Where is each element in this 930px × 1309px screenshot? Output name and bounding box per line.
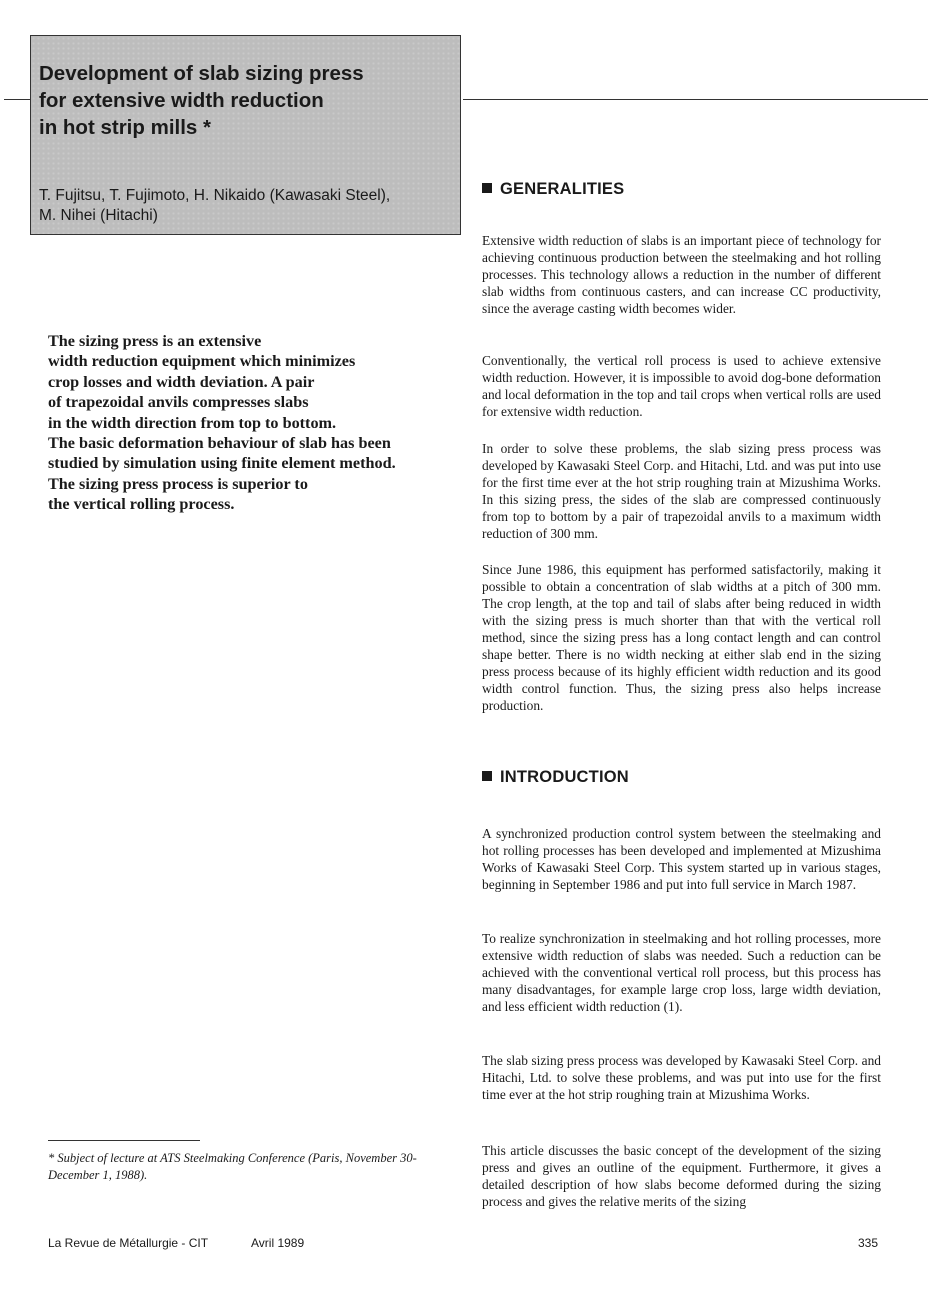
generalities-paragraph-4: Since June 1986, this equipment has performed satisfactorily, making it possible to obtain a concentration of slab widths at a pitch of 300 mm. The crop length, at the top and tail of slabs after being reduced in width with the sizing press is much shorter than that with the vertical roll method, since the sizing press has a long contact length and can control shape better. There is no width necking at either slab end in the sizing press process because of its highly efficient width reduction and its good width control function. Thus, the sizing press also helps increase production. (482, 562, 881, 713)
header-rule-right (463, 99, 928, 100)
header-rule-left (4, 99, 32, 100)
generalities-paragraph-3: In order to solve these problems, the slab sizing press process was developed by Kawasaki Steel Corp. and Hitachi, Ltd. and was put into use for the first time ever at the hot strip roughing train at Mizushima Works. In this sizing press, the sides of the slab are compressed continuously from top to bottom by a pair of trapezoidal anvils to a maximum width reduction of 300 mm. (482, 441, 881, 541)
journal-name: La Revue de Métallurgie - CIT (48, 1236, 209, 1250)
heading-introduction (482, 768, 629, 787)
footnote: * Subject of lecture at ATS Steelmaking Conference (Paris, November 30-December 1, 1988). (48, 1151, 417, 1182)
article-title: Development of slab sizing press for extensive width reduction in hot strip mills * (39, 62, 364, 139)
title-box (30, 35, 461, 235)
generalities-paragraph-1: Extensive width reduction of slabs is an important piece of technology for achieving continuous production between the steelmaking and hot rolling processes. This technology allows a reduction in the number of different slab widths from continuous casters, and can increase CC productivity, since the average casting width becomes wider. (482, 233, 881, 316)
generalities-paragraph-2: Conventionally, the vertical roll process is used to achieve extensive width reduction. However, it is impossible to avoid dog-bone deformation and local deformation in the top and tail crops when vertical rolls are used for extensive width reduction. (482, 353, 881, 419)
introduction-paragraph-4: This article discusses the basic concept of the development of the sizing press and gives an outline of the equipment. Furthermore, it gives a detailed description of how slabs become deformed during the sizing process and gives the relative merits of the sizing (482, 1143, 881, 1209)
footnote-rule (48, 1140, 200, 1141)
introduction-paragraph-3: The slab sizing press process was developed by Kawasaki Steel Corp. and Hitachi, Ltd. to solve these problems, and was put into use for the first time ever at the hot strip roughing train at Mizushima Works. (482, 1053, 881, 1102)
issue-date: Avril 1989 (251, 1236, 305, 1250)
page-number: 335 (858, 1236, 879, 1250)
abstract: The sizing press is an extensive width reduction equipment which minimizes crop losses and width deviation. A pair of trapezoidal anvils compresses slabs in the width direction from top to bottom. The basic deformation behaviour of slab has been studied by simulation using finite element method. The sizing press process is superior to the vertical rolling process. (48, 332, 396, 514)
bullet-square-icon (482, 183, 492, 193)
heading-generalities (482, 180, 624, 199)
bullet-square-icon (482, 771, 492, 781)
heading-generalities-text: GENERALITIES (500, 180, 625, 198)
introduction-paragraph-1: A synchronized production control system between the steelmaking and hot rolling processes has been developed and implemented at Mizushima Works of Kawasaki Steel Corp. This system started up in various stages, beginning in September 1986 and put into full service in March 1987. (482, 826, 881, 892)
introduction-paragraph-2: To realize synchronization in steelmaking and hot rolling processes, more extensive width reduction of slabs was needed. Such a reduction can be achieved with the conventional vertical roll process, but this process has many disadvantages, for example large crop loss, large width deviation, and less efficient width reduction (1). (482, 931, 881, 1014)
heading-introduction-text: INTRODUCTION (500, 768, 629, 786)
article-authors: T. Fujitsu, T. Fujimoto, H. Nikaido (Kawasaki Steel), M. Nihei (Hitachi) (39, 187, 391, 224)
